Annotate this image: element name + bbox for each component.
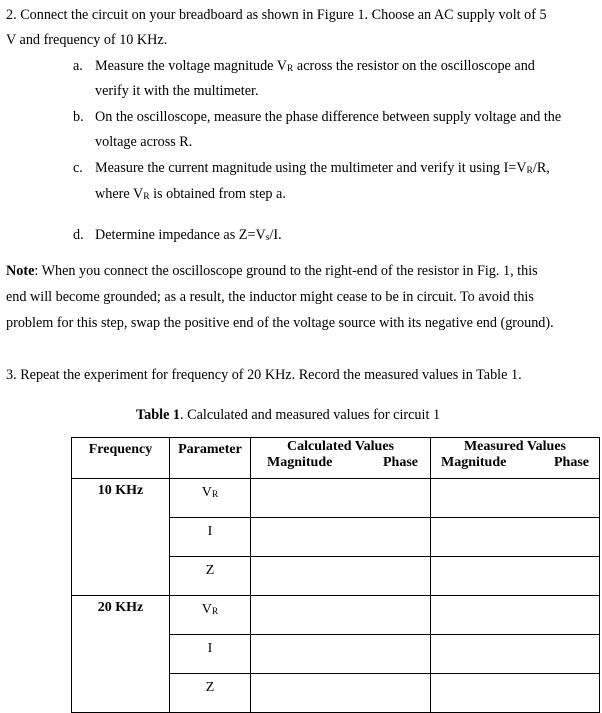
frequency-cell-20khz: 20 KHz bbox=[72, 596, 170, 713]
measured-cell bbox=[431, 479, 600, 518]
header-meas-magnitude: Magnitude bbox=[441, 455, 507, 470]
calculated-cell bbox=[251, 596, 431, 635]
measured-cell bbox=[431, 596, 600, 635]
q2-item-a-line-1: Measure the voltage magnitude VR across the resistor on the oscilloscope and bbox=[95, 58, 535, 74]
q2-item-d-line-1: Determine impedance as Z=Vs/I. bbox=[95, 227, 282, 243]
calculated-cell bbox=[251, 557, 431, 596]
calculated-cell bbox=[251, 479, 431, 518]
measured-cell bbox=[431, 635, 600, 674]
table-caption: Table 1. Calculated and measured values for circuit 1 bbox=[136, 407, 441, 423]
q2-item-d-marker: d. bbox=[73, 227, 84, 243]
q2-item-b-marker: b. bbox=[73, 109, 84, 125]
note-line-3: problem for this step, swap the positive end of the voltage source with its negative end (ground). bbox=[6, 315, 554, 331]
parameter-cell: VR bbox=[170, 596, 251, 635]
header-calc-phase: Phase bbox=[383, 455, 418, 470]
measured-cell bbox=[431, 518, 600, 557]
table-row bbox=[72, 596, 600, 635]
q3-line-1: 3. Repeat the experiment for frequency of 20 KHz. Record the measured values in Table 1. bbox=[6, 367, 522, 383]
q2-item-a-marker: a. bbox=[73, 58, 83, 74]
frequency-cell-10khz: 10 KHz bbox=[72, 479, 170, 596]
note-label: Note bbox=[6, 263, 35, 279]
parameter-cell: VR bbox=[170, 479, 251, 518]
parameter-cell: Z bbox=[170, 674, 251, 713]
calculated-cell bbox=[251, 674, 431, 713]
q2-line-1: 2. Connect the circuit on your breadboard as shown in Figure 1. Choose an AC supply volt of 5 bbox=[6, 7, 547, 23]
q2-item-b-line-2: voltage across R. bbox=[95, 134, 193, 150]
q2-item-c-line-1: Measure the current magnitude using the multimeter and verify it using I=VR/R, bbox=[95, 160, 550, 176]
table-header-row bbox=[72, 438, 600, 479]
header-calculated: Calculated Values Magnitude Phase bbox=[251, 438, 431, 479]
calculated-cell bbox=[251, 635, 431, 674]
note-line-2: end will become grounded; as a result, the inductor might cease to be in circuit. To avoid this bbox=[6, 289, 534, 305]
q2-item-b-line-1: On the oscilloscope, measure the phase difference between supply voltage and the bbox=[95, 109, 562, 125]
measured-cell bbox=[431, 674, 600, 713]
parameter-cell: Z bbox=[170, 557, 251, 596]
parameter-cell: I bbox=[170, 635, 251, 674]
q2-item-c-line-2: where VR is obtained from step a. bbox=[95, 186, 286, 202]
header-parameter: Parameter bbox=[170, 438, 251, 479]
calculated-cell bbox=[251, 518, 431, 557]
header-calc-magnitude: Magnitude bbox=[267, 455, 333, 470]
header-measured: Measured Values Magnitude Phase bbox=[431, 438, 600, 479]
results-table bbox=[71, 437, 600, 713]
parameter-cell: I bbox=[170, 518, 251, 557]
q2-item-a-line-2: verify it with the multimeter. bbox=[95, 83, 259, 99]
note-line-1: Note: When you connect the oscilloscope ground to the right-end of the resistor in Fig. 1, this bbox=[6, 263, 538, 279]
table-row bbox=[72, 479, 600, 518]
measured-cell bbox=[431, 557, 600, 596]
header-frequency: Frequency bbox=[72, 438, 170, 479]
q2-line-2: V and frequency of 10 KHz. bbox=[6, 32, 168, 48]
header-meas-phase: Phase bbox=[554, 455, 589, 470]
q2-item-c-marker: c. bbox=[73, 160, 83, 176]
